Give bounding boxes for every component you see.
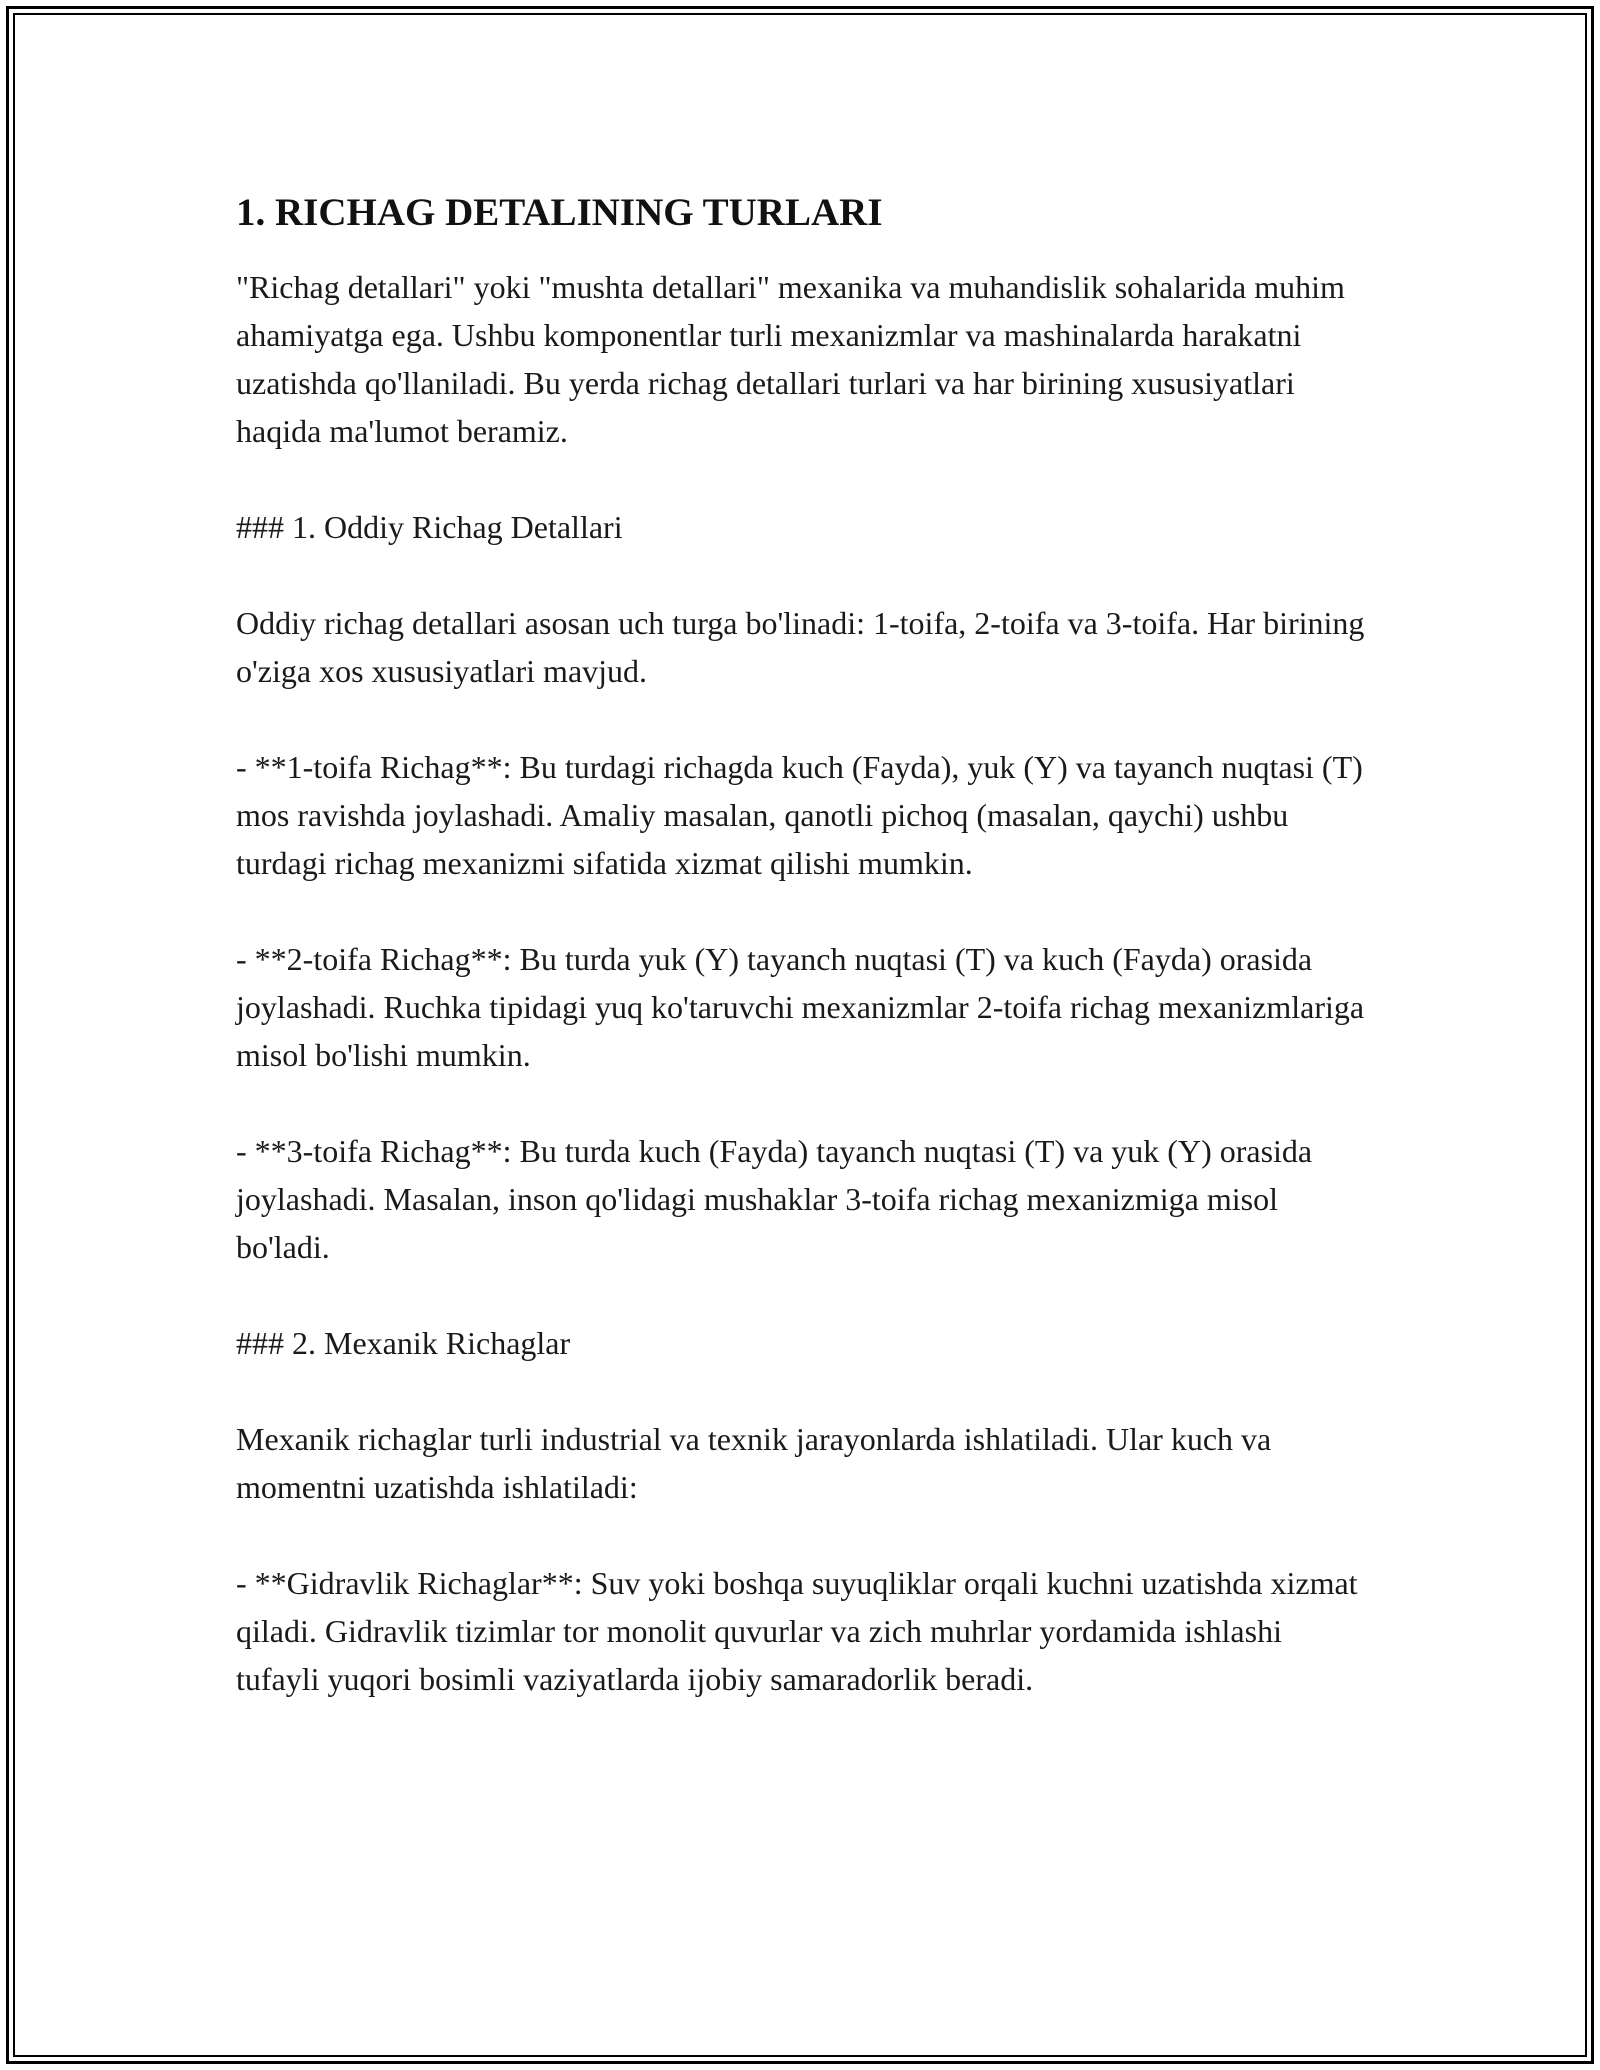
intro-paragraph: "Richag detallari" yoki "mushta detallari" mexanika va muhandislik sohalarida muhim ahamiyatga ega. Ushbu komponentlar turli mexanizmlar va mashinalarda harakatni uzatishda qo'llaniladi. Bu yerda richag detallari turlari va har birining xususiyatlari haqida ma'lumot beramiz. bbox=[236, 269, 1345, 449]
section-heading-mexanik: ### 2. Mexanik Richaglar bbox=[236, 1325, 571, 1361]
document-title: 1. RICHAG DETALINING TURLARI bbox=[236, 191, 883, 234]
mexanik-paragraph: Mexanik richaglar turli industrial va texnik jarayonlarda ishlatiladi. Ular kuch va momentni uzatishda ishlatiladi: bbox=[236, 1421, 1272, 1505]
document-body bbox=[236, 185, 1366, 1703]
section-heading-oddiy: ### 1. Oddiy Richag Detallari bbox=[236, 509, 623, 545]
list-item-gidravlik: - **Gidravlik Richaglar**: Suv yoki boshqa suyuqliklar orqali kuchni uzatishda xizmat qiladi. Gidravlik tizimlar tor monolit quvurlar va zich muhrlar yordamida ishlashi tufayli yuqori bosimli vaziyatlarda ijobiy samaradorlik beradi. bbox=[236, 1565, 1358, 1697]
list-item-1-toifa: - **1-toifa Richag**: Bu turdagi richagda kuch (Fayda), yuk (Y) va tayanch nuqtasi (T) mos ravishda joylashadi. Amaliy masalan, qanotli pichoq (masalan, qaychi) ushbu turdagi richag mexanizmi sifatida xizmat qilishi mumkin. bbox=[236, 749, 1363, 881]
list-item-3-toifa: - **3-toifa Richag**: Bu turda kuch (Fayda) tayanch nuqtasi (T) va yuk (Y) orasida joylashadi. Masalan, inson qo'lidagi mushaklar 3-toifa richag mexanizmiga misol bo'ladi. bbox=[236, 1133, 1313, 1265]
list-item-2-toifa: - **2-toifa Richag**: Bu turda yuk (Y) tayanch nuqtasi (T) va kuch (Fayda) orasida joylashadi. Ruchka tipidagi yuq ko'taruvchi mexanizmlar 2-toifa richag mexanizmlariga misol bo'lishi mumkin. bbox=[236, 941, 1365, 1073]
oddiy-paragraph: Oddiy richag detallari asosan uch turga bo'linadi: 1-toifa, 2-toifa va 3-toifa. Har birining o'ziga xos xususiyatlari mavjud. bbox=[236, 605, 1365, 689]
